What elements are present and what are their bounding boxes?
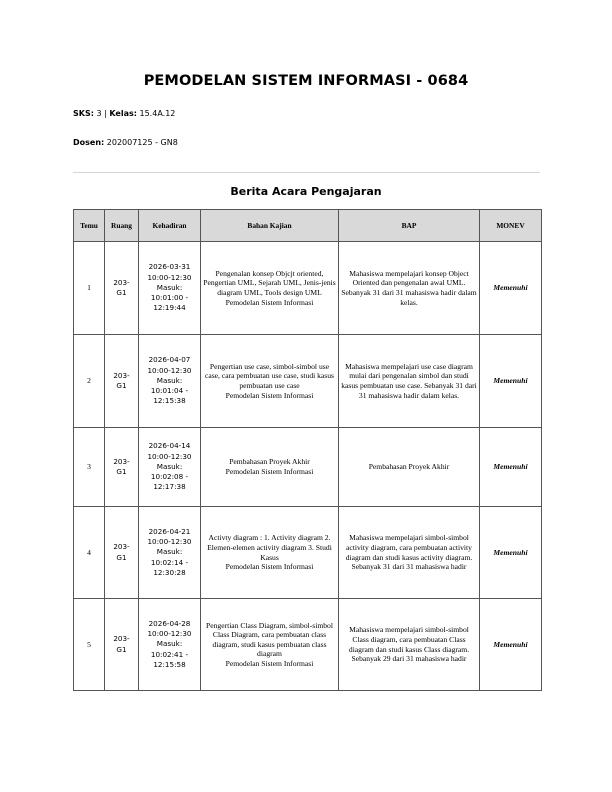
cell-kehadiran: 2026-04-28 10:00-12:30 Masuk: 10:02:41 - 12:15:58 [139,599,201,691]
cell-bahan-kajian: Pengertian Class Diagram, simbol-simbol Class Diagram, cara pembuatan class diagram, studi kasus pembuatan class diagram Pemodelan Sistem Informasi [201,599,339,691]
dosen-value: 202007125 - GN8 [106,138,178,147]
table-row [74,599,542,691]
teaching-record-table [73,209,542,691]
cell-monev: Memenuhi [480,507,542,599]
kelas-label: Kelas: [109,109,137,118]
cell-temu: 1 [74,242,105,335]
cell-ruang: 203- G1 [105,242,139,335]
cell-bahan-kajian: Activty diagram : 1. Activity diagram 2. Elemen-elemen activity diagram 3. Studi Kasus Pemodelan Sistem Informasi [201,507,339,599]
table-row [74,428,542,507]
cell-bahan-kajian: Pembahasan Proyek Akhir Pemodelan Sistem Informasi [201,428,339,507]
meta-separator: | [104,109,107,118]
cell-kehadiran: 2026-03-31 10:00-12:30 Masuk: 10:01:00 - 12:19:44 [139,242,201,335]
table-row [74,507,542,599]
cell-monev: Memenuhi [480,428,542,507]
col-header-bap: BAP [339,210,480,242]
cell-bap: Mahasiswa mempelajari konsep Object Oriented dan pengenalan awal UML. Sebanyak 31 dari 31 mahasiswa hadir dalam kelas. [339,242,480,335]
cell-kehadiran: 2026-04-14 10:00-12:30 Masuk: 10:02:08 - 12:17:38 [139,428,201,507]
cell-monev: Memenuhi [480,242,542,335]
cell-bahan-kajian: Pengenalan konsep Objcjt oriented, Pengertian UML, Sejarah UML, Jenis-jenis diagram UML, Tools design UML Pemodelan Sistem Informasi [201,242,339,335]
kelas-value: 15.4A.12 [139,109,176,118]
lecturer-info [73,138,178,147]
cell-temu: 3 [74,428,105,507]
cell-ruang: 203- G1 [105,507,139,599]
sks-value: 3 [96,109,102,118]
course-meta [73,109,175,118]
table-header-row [74,210,542,242]
cell-temu: 5 [74,599,105,691]
cell-monev: Memenuhi [480,599,542,691]
table-row [74,335,542,428]
sks-label: SKS: [73,109,94,118]
col-header-temu: Temu [74,210,105,242]
divider [73,172,540,173]
col-header-monev: MONEV [480,210,542,242]
table-row [74,242,542,335]
cell-monev: Memenuhi [480,335,542,428]
cell-bap: Mahasiswa mempelajari simbol-simbol Class diagram, cara pembuatan Class diagram dan studi kasus Class diagram. Sebanyak 29 dari 31 mahasiswa hadir [339,599,480,691]
col-header-ruang: Ruang [105,210,139,242]
cell-bap: Mahasiswa mempelajari use case diagram mulai dari pengenalan simbol dan studi kasus pembuatan use case. Sebanyak 31 dari 31 mahasiswa hadir dalam kelas. [339,335,480,428]
cell-temu: 4 [74,507,105,599]
cell-temu: 2 [74,335,105,428]
cell-ruang: 203- G1 [105,599,139,691]
cell-ruang: 203- G1 [105,428,139,507]
cell-kehadiran: 2026-04-21 10:00-12:30 Masuk: 10:02:14 - 12:30:28 [139,507,201,599]
dosen-label: Dosen: [73,138,105,147]
course-title: PEMODELAN SISTEM INFORMASI - 0684 [143,73,469,89]
cell-bahan-kajian: Pengertian use case, simbol-simbol use case, cara pembuatan use case, studi kasus pembuatan use case Pemodelan Sistem Informasi [201,335,339,428]
cell-kehadiran: 2026-04-07 10:00-12:30 Masuk: 10:01:04 - 12:15:38 [139,335,201,428]
section-title: Berita Acara Pengajaran [230,185,382,198]
cell-bap: Pembahasan Proyek Akhir [339,428,480,507]
cell-ruang: 203- G1 [105,335,139,428]
col-header-bahan-kajian: Bahan Kajian [201,210,339,242]
cell-bap: Mahasiswa mempelajari simbol-simbol activity diagram, cara pembuatan activity diagram dan studi kasus activity diagram. Sebanyak 31 dari 31 mahasiswa hadir [339,507,480,599]
col-header-kehadiran: Kehadiran [139,210,201,242]
